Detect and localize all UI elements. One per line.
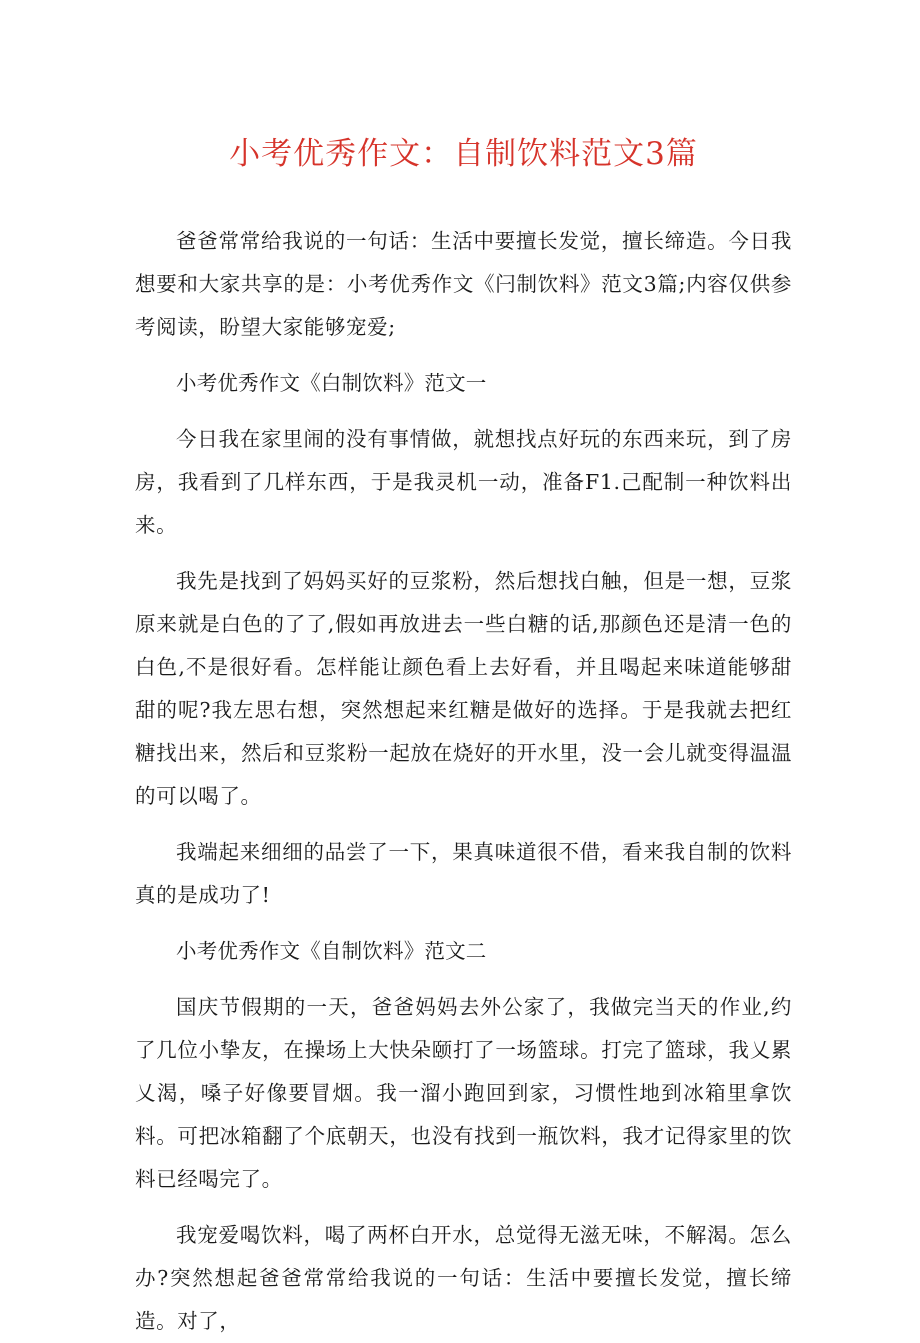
essay-1-paragraph-1: 今日我在家里闹的没有事情做，就想找点好玩的东西来玩，到了房房，我看到了几样东西，于是我灵机一动，准备F1.己配制一种饮料出来。 <box>135 427 792 537</box>
essay-1-paragraph-3: 我端起来细细的品尝了一下，果真味道很不借，看来我自制的饮料真的是成功了! <box>135 840 792 907</box>
essay-2-paragraph-2: 我宠爱喝饮料，喝了两杯白开水，总觉得无滋无味，不解渴。怎么办?突然想起爸爸常常给我说的一句话：生活中要擅长发觉，擅长缔造。对了， <box>135 1223 792 1333</box>
essay-1-paragraph-2: 我先是找到了妈妈买好的豆浆粉，然后想找白触，但是一想，豆浆原来就是白色的了了,假如再放进去一些白糖的话,那颜色还是清一色的白色,不是很好看。怎样能让颜色看上去好看，并且喝起来味道能够甜甜的呢?我左思右想，突然想起来红糖是做好的选择。于是我就去把红糖找出来，然后和豆浆粉一起放在烧好的开水里，没一会儿就变得温温的可以喝了。 <box>135 569 792 808</box>
section-heading-essay-2: 小考优秀作文《自制饮料》范文二 <box>176 939 487 963</box>
section-heading-essay-1: 小考优秀作文《白制饮料》范文一 <box>176 371 487 395</box>
document-title: 小考优秀作文：自制饮料范文3篇 <box>229 136 698 172</box>
intro-paragraph: 爸爸常常给我说的一句话：生活中要擅长发觉，擅长缔造。今日我想要和大家共享的是：小考优秀作文《闩制饮料》范文3篇;内容仅供参考阅读，盼望大家能够宠爱; <box>135 229 792 339</box>
essay-2-paragraph-1: 国庆节假期的一天，爸爸妈妈去外公家了，我做完当天的作业,约了几位小挚友，在操场上大快朵颐打了一场篮球。打完了篮球，我乂累乂渴，嗓子好像要冒烟。我一溜小跑回到家，习惯性地到冰箱里拿饮料。可把冰箱翻了个底朝天，也没有找到一瓶饮料，我才记得家里的饮料已经喝完了。 <box>135 995 792 1191</box>
